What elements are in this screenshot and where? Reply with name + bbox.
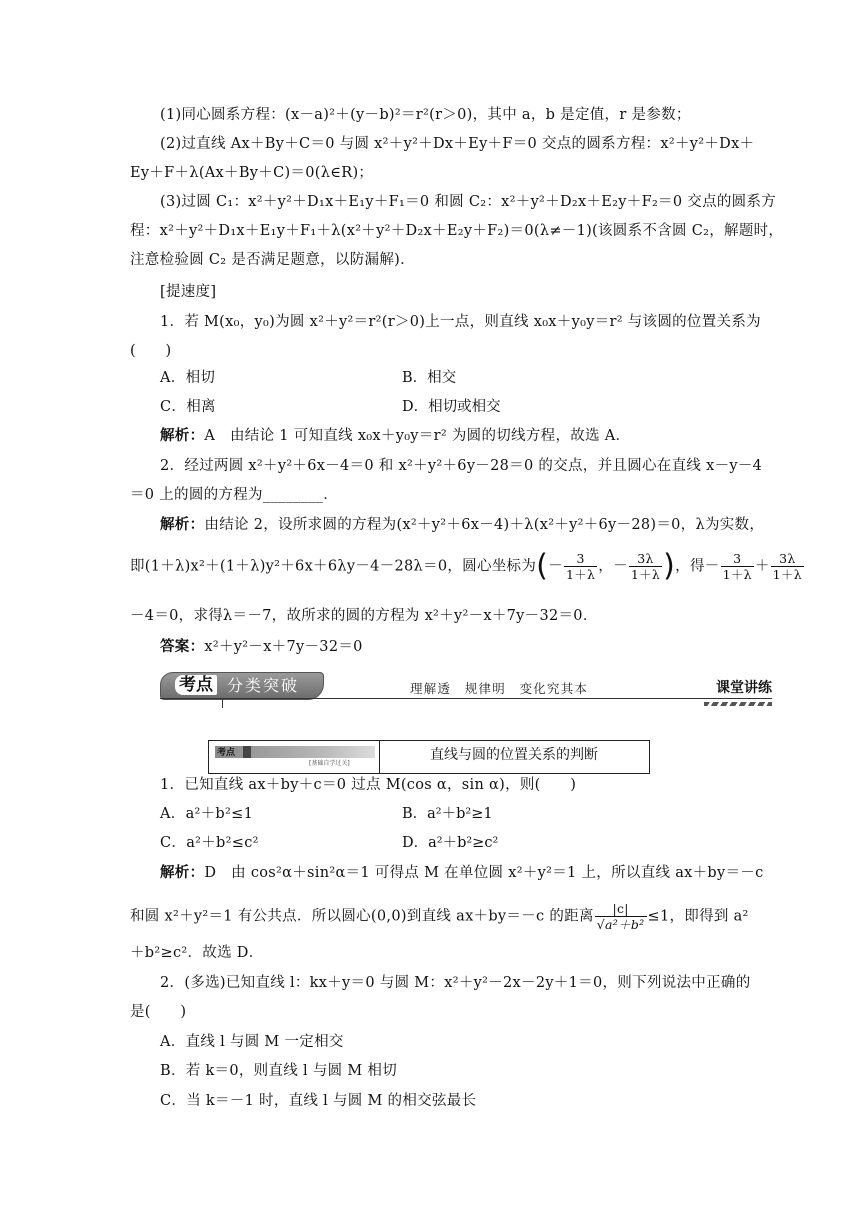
p1-solution-text: D 由 cos²α＋sin²α＝1 可得点 M 在单位圆 x²＋y²＝1 上，所以直线 ax＋by＝－c bbox=[204, 865, 764, 881]
topic-box bbox=[208, 740, 650, 774]
q2-answer-text: x²＋y²－x＋7y－32＝0 bbox=[204, 639, 363, 655]
topic-subtag: [基础自学过关] bbox=[309, 760, 350, 767]
q2-solution bbox=[160, 514, 764, 536]
problem-2-stem: 是( ) bbox=[130, 1004, 187, 1020]
banner-stripe bbox=[704, 702, 772, 706]
p1-option-a: A．a²＋b²≤1 bbox=[160, 806, 254, 822]
p1-solution-line: ＋b²≥c²．故选 D． bbox=[130, 945, 264, 961]
banner-badge-label: 考点 bbox=[175, 675, 217, 695]
fraction: $\frac{3\lambda}{1+\lambda}$ bbox=[630, 551, 661, 582]
p1-solution-text: 和圆 x²＋y²＝1 有公共点．所以圆心(0,0)到直线 ax＋by＝－c 的距离 bbox=[130, 908, 594, 925]
p1-option-c: C．a²＋b²≤c² bbox=[160, 835, 259, 851]
p2-option-b: B．若 k＝0，则直线 l 与圆 M 相切 bbox=[160, 1063, 397, 1079]
q2-solution-text: ，得－ bbox=[675, 558, 720, 575]
q1-solution bbox=[160, 425, 630, 447]
q2-solution-line: 即(1＋λ)x²＋(1＋λ)y²＋6x＋6λy－4－28λ＝0，圆心坐标为(－ $\frac{3}{1+\lambda}$ ，－ $\frac{3\lambda}{1+\lambda}$ )，得－ $\frac{3}{1+\lambda}$ ＋ $\frac{3\lambda}{1+\lambda}$ bbox=[130, 548, 802, 584]
p1-option-b: B．a²＋b²≥1 bbox=[402, 806, 493, 822]
p1-solution bbox=[160, 862, 764, 884]
problem-1-stem: 1．已知直线 ax＋by＋c＝0 过点 M(cos α，sin α)，则( ) bbox=[160, 777, 577, 793]
left-paren: ( bbox=[536, 548, 549, 584]
banner-right-label: 课堂讲练 bbox=[716, 680, 772, 696]
solution-label: 解析： bbox=[160, 516, 205, 533]
p1-solution-text: ≤1，即得到 a² bbox=[647, 908, 749, 925]
problem-2-stem: 2．(多选)已知直线 l：kx＋y＝0 与圆 M：x²＋y²－2x－2y＋1＝0，则下列说法中正确的 bbox=[160, 975, 751, 991]
paragraph-line: 注意检验圆 C₂ 是否满足题意，以防漏解)． bbox=[130, 252, 415, 268]
solution-label: 解析： bbox=[160, 427, 205, 444]
p2-option-c: C．当 k＝－1 时，直线 l 与圆 M 的相交弦最长 bbox=[160, 1093, 477, 1109]
fraction: $\frac{|c|}{\text{√a²＋b²}}$ bbox=[596, 901, 645, 932]
paragraph-line: (1)同心圆系方程：(x－a)²＋(y－b)²＝r²(r＞0)，其中 a，b 是定值，r 是参数； bbox=[160, 107, 691, 123]
q1-option-b: B．相交 bbox=[402, 370, 457, 386]
paragraph-line: 程：x²＋y²＋D₁x＋E₁y＋F₁＋λ(x²＋y²＋D₂x＋E₂y＋F₂)＝0(λ≠－1)(该圆系不含圆 C₂，解题时， bbox=[130, 223, 784, 239]
q1-option-c: C．相离 bbox=[160, 399, 216, 415]
fraction: $\frac{3}{1+\lambda}$ bbox=[565, 551, 596, 582]
fraction: $\frac{3}{1+\lambda}$ bbox=[722, 551, 752, 582]
topic-tag: 考点 bbox=[215, 746, 375, 758]
q1-option-a: A．相切 bbox=[160, 370, 216, 386]
banner-rule bbox=[160, 698, 772, 699]
q1-option-d: D．相切或相交 bbox=[402, 399, 501, 415]
banner-badge bbox=[160, 672, 324, 700]
question-2-stem: ＝0 上的圆的方程为________． bbox=[130, 487, 339, 503]
q2-answer bbox=[160, 636, 363, 658]
p2-option-a: A．直线 l 与圆 M 一定相交 bbox=[160, 1034, 344, 1050]
topic-title: 直线与圆的位置关系的判断 bbox=[430, 747, 598, 763]
question-1-stem: 1．若 M(x₀，y₀)为圆 x²＋y²＝r²(r＞0)上一点，则直线 x₀x＋y₀y＝r² 与该圆的位置关系为 bbox=[160, 314, 761, 330]
fraction: $\frac{3\lambda}{1+\lambda}$ bbox=[772, 551, 802, 582]
q1-solution-text: A 由结论 1 可知直线 x₀x＋y₀y＝r² 为圆的切线方程，故选 A． bbox=[204, 428, 631, 444]
banner-subtitle: 理解透 规律明 变化究其本 bbox=[410, 681, 589, 696]
right-paren: ) bbox=[663, 548, 676, 584]
answer-label: 答案： bbox=[160, 638, 205, 655]
paragraph-line: Ey＋F＋λ(Ax＋By＋C)＝0(λ∈R)； bbox=[130, 165, 374, 181]
q2-solution-text: 即(1＋λ)x²＋(1＋λ)y²＋6x＋6λy－4－28λ＝0，圆心坐标为 bbox=[130, 558, 537, 575]
question-1-stem: ( ) bbox=[130, 343, 172, 359]
p1-option-d: D．a²＋b²≥c² bbox=[402, 835, 499, 851]
section-banner bbox=[160, 672, 772, 706]
p1-solution-line bbox=[130, 901, 749, 932]
section-heading: [提速度] bbox=[160, 284, 217, 300]
topic-box-left bbox=[209, 741, 380, 773]
paragraph-line: (3)过圆 C₁：x²＋y²＋D₁x＋E₁y＋F₁＝0 和圆 C₂：x²＋y²＋D₂x＋E₂y＋F₂＝0 交点的圆系方 bbox=[160, 194, 777, 210]
banner-badge-title: 分类突破 bbox=[227, 676, 300, 695]
paragraph-line: (2)过直线 Ax＋By＋C＝0 与圆 x²＋y²＋Dx＋Ey＋F＝0 交点的圆系方程：x²＋y²＋Dx＋ bbox=[160, 136, 755, 152]
banner-rule-tick bbox=[222, 698, 223, 708]
question-2-stem: 2．经过两圆 x²＋y²＋6x－4＝0 和 x²＋y²＋6y－28＝0 的交点，并且圆心在直线 x－y－4 bbox=[160, 458, 763, 474]
q2-solution-text: 由结论 2，设所求圆的方程为(x²＋y²＋6x－4)＋λ(x²＋y²＋6y－28)＝0，λ为实数， bbox=[204, 517, 765, 533]
q2-solution-line: －4＝0，求得λ＝－7，故所求的圆的方程为 x²＋y²－x＋7y－32＝0． bbox=[130, 608, 598, 624]
solution-label: 解析： bbox=[160, 864, 205, 881]
